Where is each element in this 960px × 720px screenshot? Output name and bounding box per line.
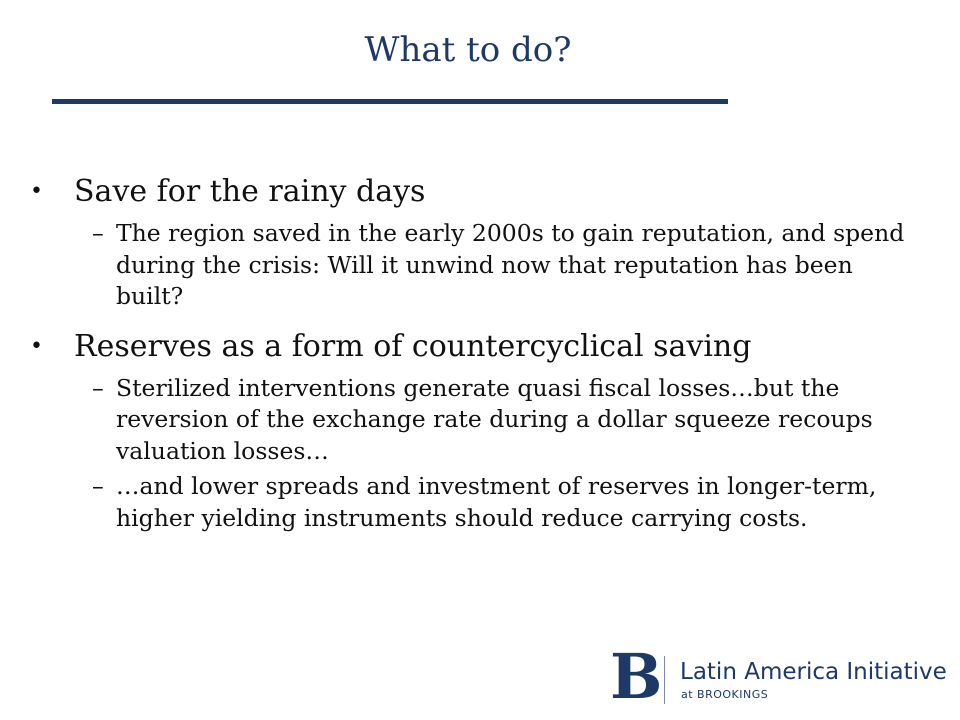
sub-bullet-list (30, 218, 910, 313)
logo-org-name: at BROOKINGS (681, 688, 769, 701)
dash-icon: – (92, 373, 104, 402)
sub-bullet-spreads (30, 471, 910, 534)
bullet-icon: • (30, 179, 43, 204)
bullet-text: Save for the rainy days (74, 174, 426, 209)
dash-icon: – (92, 472, 104, 500)
sub-bullet-sterilized (30, 373, 910, 468)
brookings-b-mark: B (610, 640, 663, 713)
bullet-text: Reserves as a form of countercyclical saving (74, 328, 752, 364)
title-underline (52, 99, 728, 104)
logo-initiative-name: Latin America Initiative (680, 659, 947, 685)
logo-divider (664, 656, 665, 704)
sub-bullet-text: Sterilized interventions generate quasi fiscal losses…but the reversion of the exchange rate during a dollar squeeze recoups valuation losses… (116, 373, 873, 465)
bullet-rainy-days (30, 172, 910, 212)
dash-icon: – (92, 219, 104, 247)
bullet-icon: • (30, 333, 43, 359)
sub-bullet-list (30, 373, 910, 535)
brookings-logo (610, 640, 947, 713)
sub-bullet-text: The region saved in the early 2000s to gain reputation, and spend during the crisis: Will it unwind now that reputation has been built? (116, 219, 905, 310)
bullet-reserves (30, 327, 910, 367)
slide-title: What to do? (364, 30, 572, 70)
sub-bullet-reputation (30, 218, 910, 313)
sub-bullet-text: …and lower spreads and investment of reserves in longer-term, higher yielding instruments should reduce carrying costs. (116, 472, 877, 532)
slide-body (30, 172, 910, 548)
